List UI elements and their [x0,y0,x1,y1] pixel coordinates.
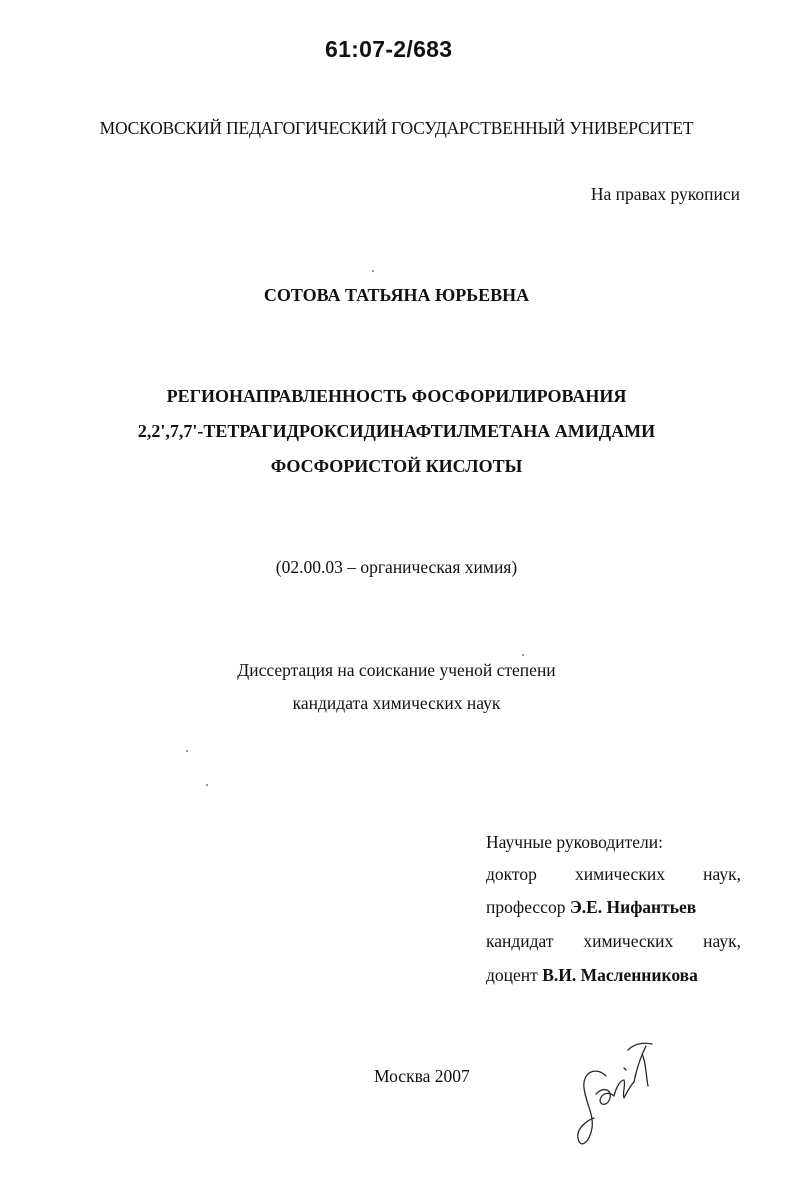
place-and-year: Москва 2007 [374,1066,470,1086]
degree-line-2: кандидата химических наук [292,693,501,713]
degree-line-1: Диссертация на соискание ученой степени [237,660,556,680]
scan-speck [186,750,188,752]
scan-speck [522,654,524,656]
supervisors-heading: Научные руководители: [486,832,663,852]
supervisor-1-name: Э.Е. Нифантьев [569,897,697,917]
supervisor-2-name: В.И. Масленникова [542,965,698,985]
manuscript-rights-note: На правах рукописи [590,184,740,204]
supervisor-2-degree [486,931,741,952]
university-name: МОСКОВСКИЙ ПЕДАГОГИЧЕСКИЙ ГОСУДАРСТВЕННЫЙ УНИВЕРСИТЕТ [99,118,694,138]
title-line-1: РЕГИОНАПРАВЛЕННОСТЬ ФОСФОРИЛИРОВАНИЯ [166,386,627,406]
specialty-code: (02.00.03 – органическая химия) [275,557,518,577]
handwritten-signature-icon [566,1032,666,1162]
catalog-number: 61:07-2/683 [325,36,453,62]
author-name: СОТОВА ТАТЬЯНА ЮРЬЕВНА [263,285,530,305]
supervisor-1-degree-word-3: наук, [703,864,741,884]
supervisor-1-degree-word-1: доктор [486,864,537,884]
supervisor-2-degree-word-2: химических [583,931,674,951]
supervisor-1-title [486,897,741,918]
supervisor-1-degree-word-2: химических [575,864,665,884]
title-line-2: 2,2',7,7'-ТЕТРАГИДРОКСИДИНАФТИЛМЕТАНА АМИДАМИ [137,421,656,441]
supervisor-2-degree-word-1: кандидат [486,931,554,951]
supervisor-2-degree-word-3: наук, [703,931,741,951]
supervisor-2-position: доцент [486,965,538,985]
supervisor-1-position: профессор [486,897,566,917]
scan-speck [206,784,208,786]
title-line-3: ФОСФОРИСТОЙ КИСЛОТЫ [270,456,523,476]
supervisor-2-title [486,965,741,986]
supervisor-1-degree [486,864,741,885]
scan-speck [372,270,374,272]
